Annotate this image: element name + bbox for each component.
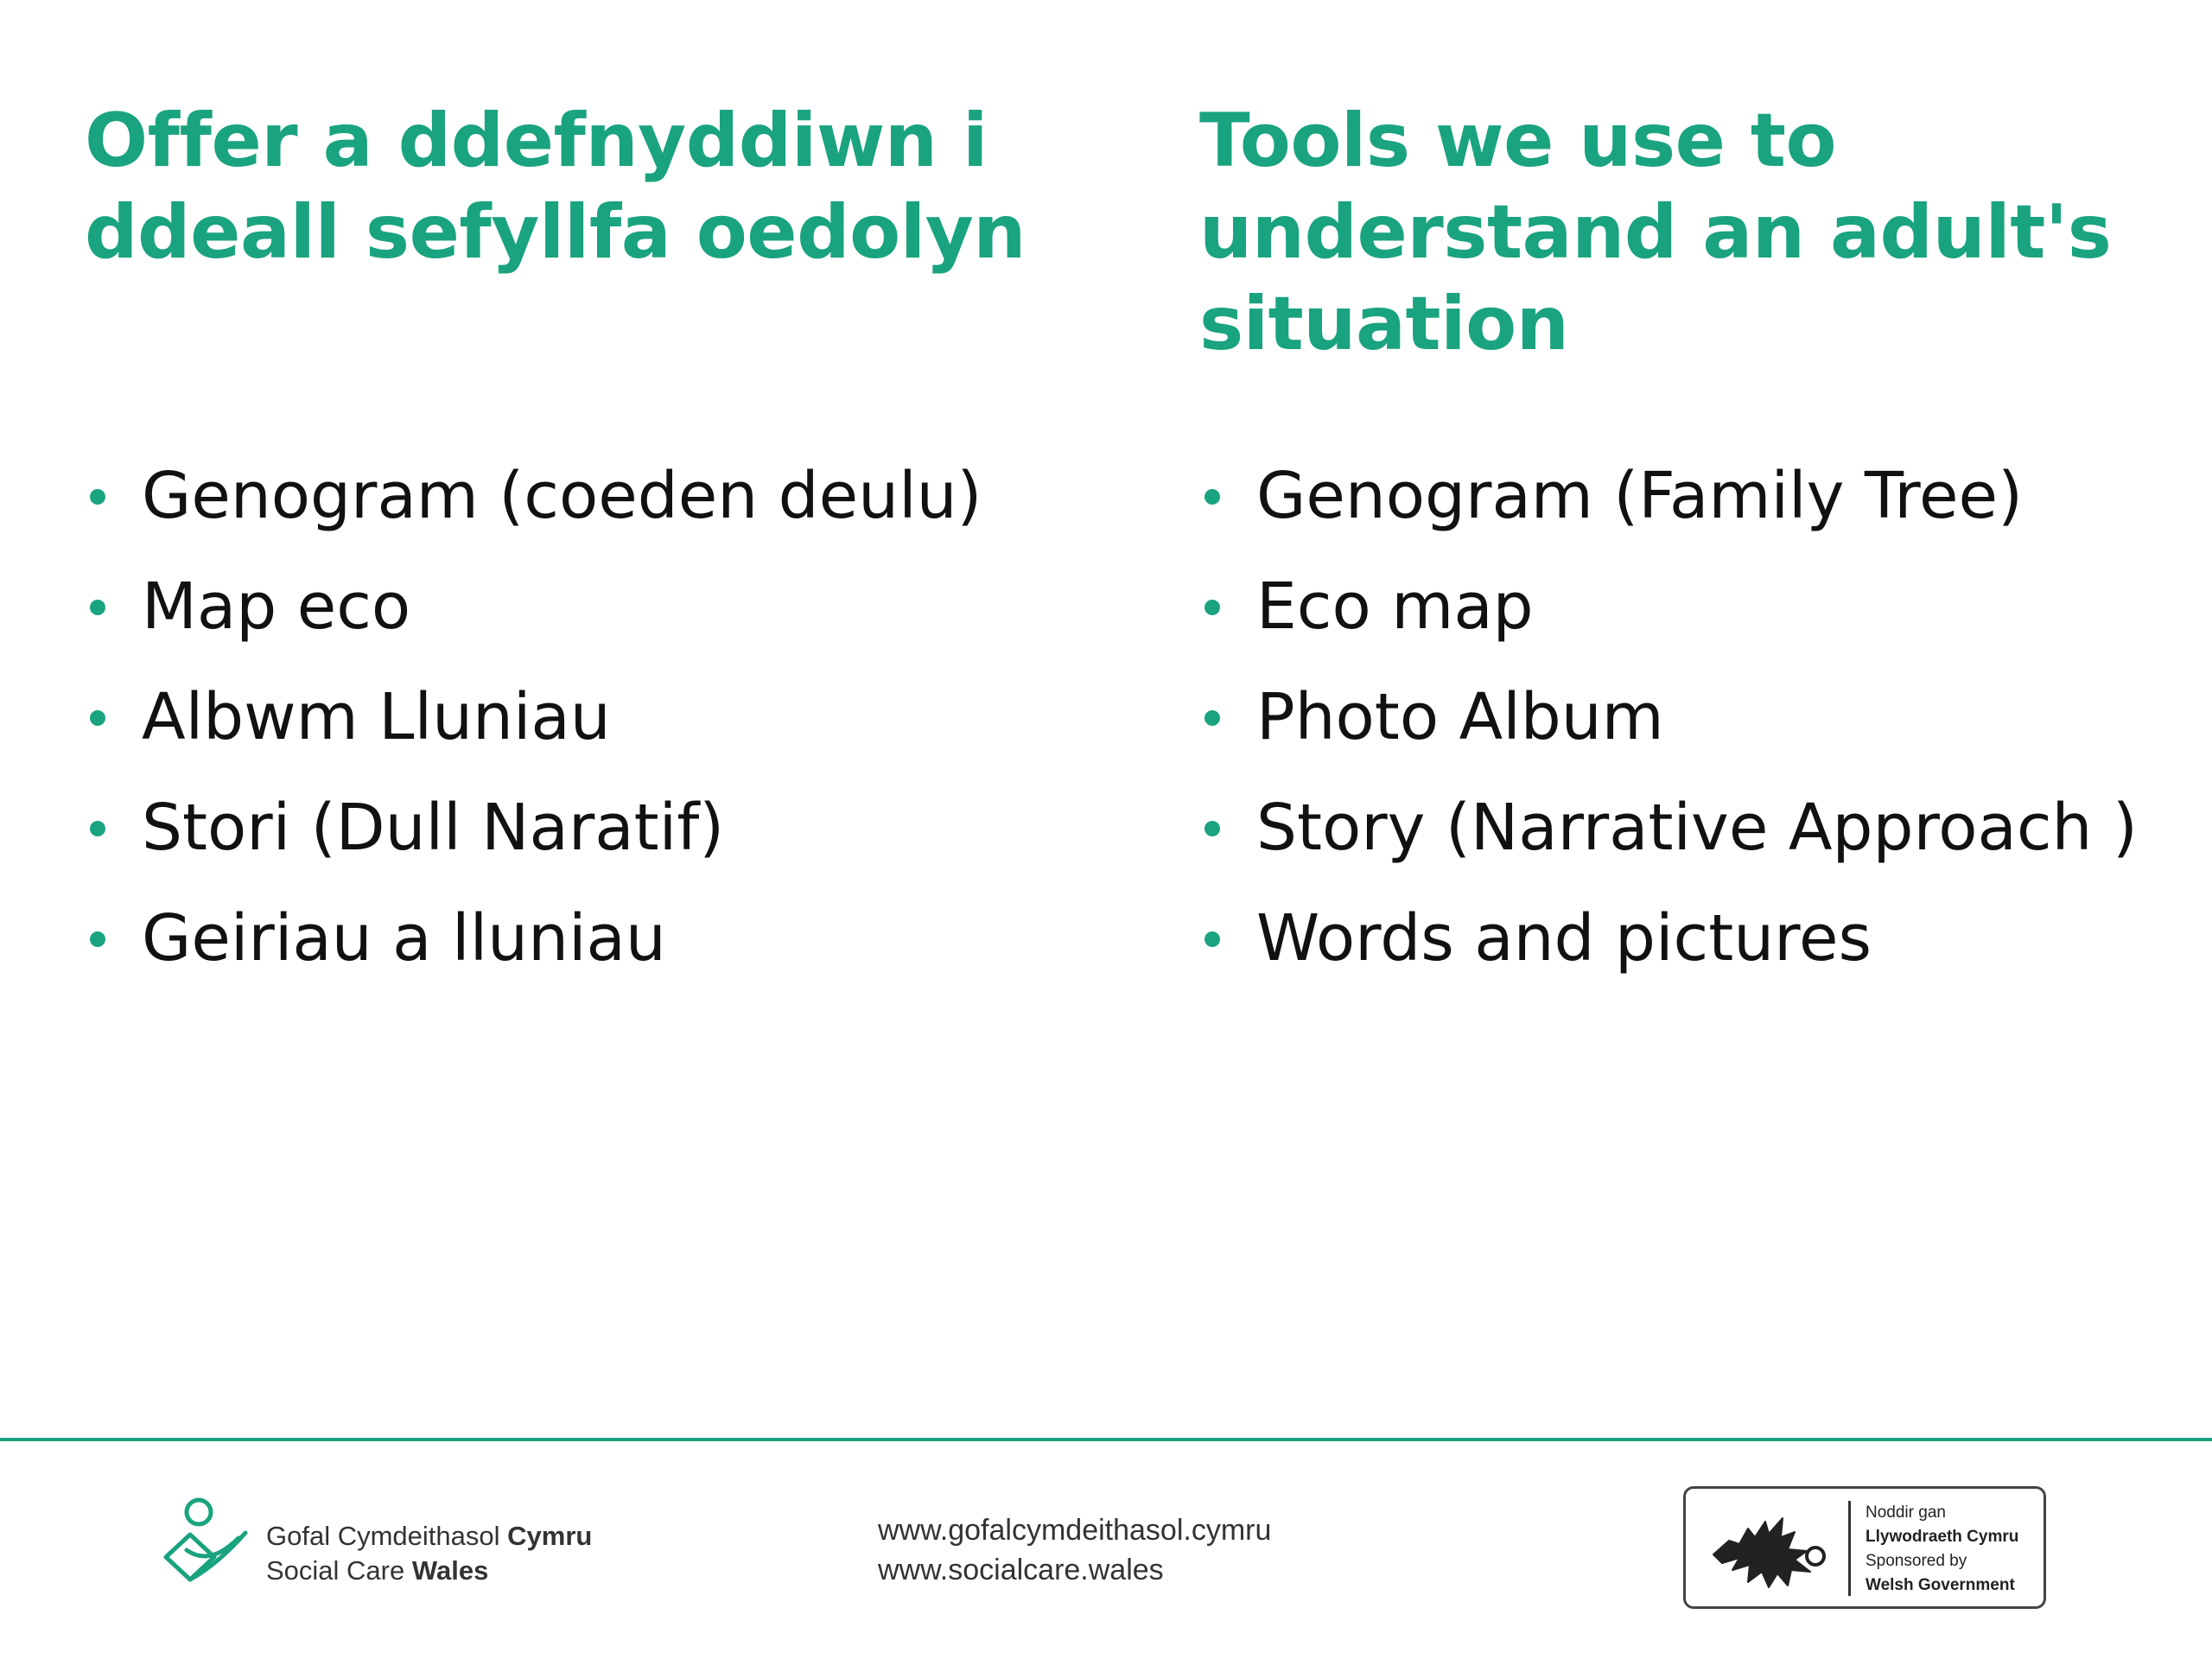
bullet-dot [1205, 600, 1220, 615]
english-heading-line2: understand an adult's [1199, 189, 2112, 276]
welsh-government-sponsor-badge [1683, 1486, 2046, 1609]
list-item: Story (Narrative Approach ) [1199, 772, 2138, 883]
social-care-wales-logo [161, 1495, 627, 1590]
welsh-heading [85, 95, 1104, 278]
sponsor-text: Noddir gan Llywodraeth Cymru Sponsored by Welsh Government [1866, 1503, 2019, 1594]
welsh-heading-line1: Offer a ddefnyddiwn i [85, 98, 988, 184]
footer-divider [0, 1438, 2212, 1441]
bullet-dot [90, 489, 105, 505]
list-item: Words and pictures [1199, 883, 2138, 994]
list-item: Genogram (coeden deulu) [85, 441, 982, 551]
bullet-dot [90, 821, 105, 836]
logo-wordmark: Gofal Cymdeithasol Cymru Social Care Wales [266, 1521, 593, 1586]
welsh-website-link[interactable]: www.gofalcymdeithasol.cymru [878, 1514, 1272, 1547]
bullet-dot [1205, 821, 1220, 836]
bullet-dot [90, 710, 105, 726]
list-item: Genogram (Family Tree) [1199, 441, 2138, 551]
list-item: Albwm Lluniau [85, 662, 982, 772]
english-tool-list [1199, 441, 2138, 994]
english-website-link[interactable]: www.socialcare.wales [878, 1554, 1164, 1586]
badge-divider [1848, 1501, 1851, 1596]
footer-urls [878, 1510, 1271, 1590]
list-item: Photo Album [1199, 662, 2138, 772]
bullet-dot [1205, 489, 1220, 505]
list-item: Stori (Dull Naratif) [85, 772, 982, 883]
social-care-wales-logo-icon [161, 1495, 256, 1590]
bullet-dot [1205, 931, 1220, 947]
welsh-column [85, 95, 1104, 976]
list-item: Geiriau a lluniau [85, 883, 982, 994]
bullet-dot [90, 931, 105, 947]
english-heading [1199, 95, 2184, 370]
list-item: Map eco [85, 551, 982, 662]
english-column [1199, 95, 2184, 976]
english-heading-line3: situation [1199, 281, 1569, 367]
english-heading-line1: Tools we use to [1199, 98, 1837, 184]
list-item: Eco map [1199, 551, 2138, 662]
bullet-dot [1205, 710, 1220, 726]
bullet-dot [90, 600, 105, 615]
welsh-dragon-icon [1705, 1503, 1834, 1598]
welsh-heading-line2: ddeall sefyllfa oedolyn [85, 189, 1027, 276]
welsh-tool-list [85, 441, 982, 994]
